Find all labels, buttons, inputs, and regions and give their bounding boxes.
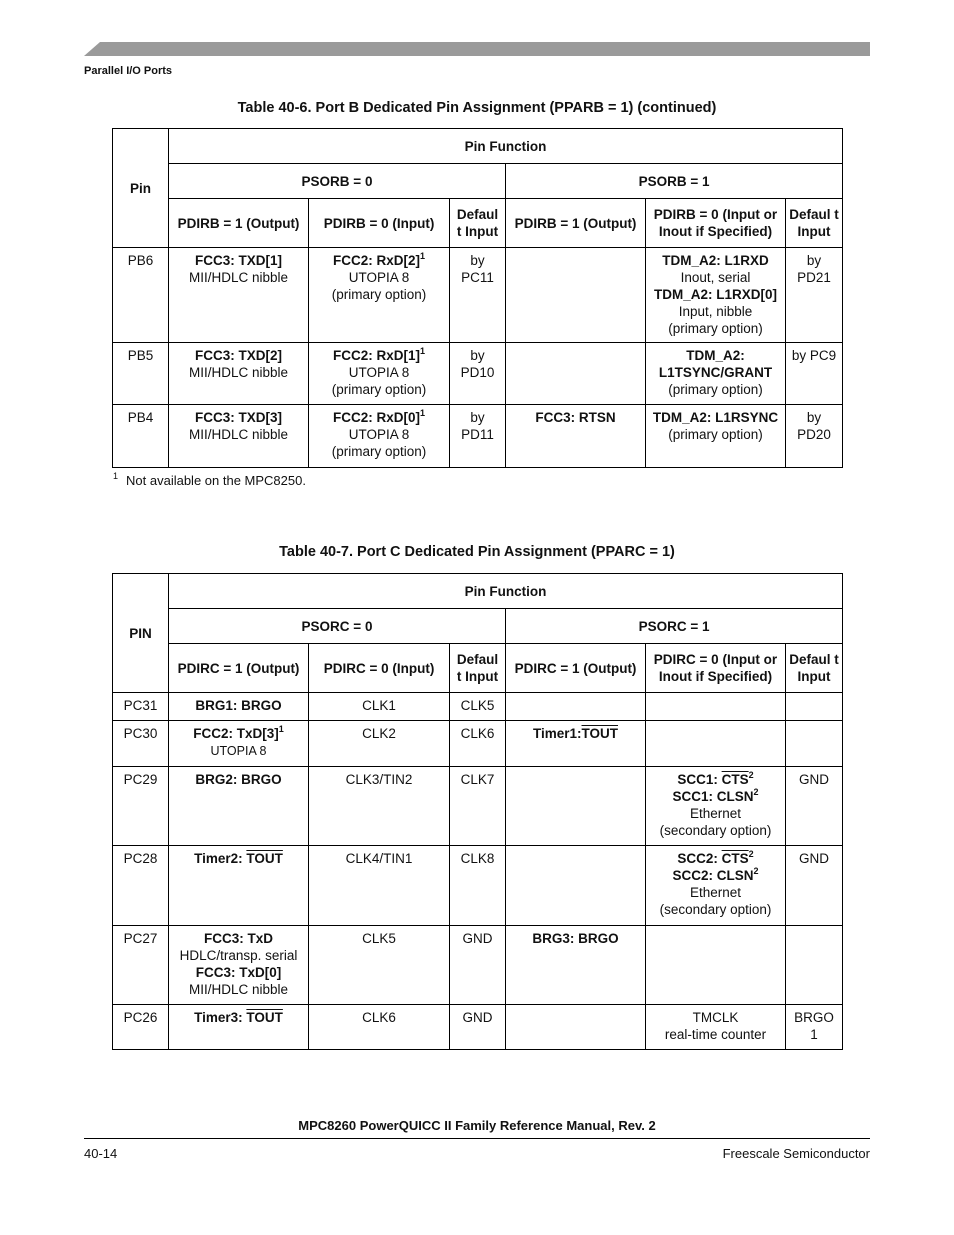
psor0-header: PSORB = 0 (169, 164, 506, 199)
input0-cell: CLK4/TIN1 (309, 846, 450, 926)
pin-cell: PB6 (113, 248, 169, 343)
output0-cell: BRG2: BRGO (169, 767, 309, 846)
output1-cell (506, 1005, 646, 1050)
input1-cell: SCC1: $\overline{CTS}^2$ SCC1: CLSN$^2$ Ethernet (secondary option) (646, 767, 786, 846)
default1-cell (786, 926, 843, 1005)
pin-cell: PC28 (113, 846, 169, 926)
default1-cell: by PC9 (786, 343, 843, 405)
default0-cell: CLK8 (450, 846, 506, 926)
input0-cell: FCC2: $RxD[0]^1$ UTOPIA 8 (primary option) (309, 405, 450, 468)
default1-cell: BRGO 1 (786, 1005, 843, 1050)
section-title: Parallel I/O Ports (84, 65, 173, 77)
default0-cell: GND (450, 926, 506, 1005)
psor0-header: PSORC = 0 (169, 609, 506, 644)
table-row (113, 248, 843, 343)
default0-cell: CLK5 (450, 693, 506, 721)
output1-cell: FCC3: RTSN (506, 405, 646, 468)
default-input1-header: Defaul t Input (786, 199, 843, 248)
input1-cell (646, 926, 786, 1005)
pin-cell: PC29 (113, 767, 169, 846)
table-b-caption: Table 40-6. Port B Dedicated Pin Assignment (PPARB = 1) (continued) (237, 100, 717, 116)
table-row (113, 846, 843, 926)
input0-cell: FCC2: $RxD[1]^1$ UTOPIA 8 (primary option) (309, 343, 450, 405)
col-pin-header: Pin (113, 129, 169, 248)
pdir-in1-header: PDIRB = 0 (Input or Inout if Specified) (646, 199, 786, 248)
output1-cell (506, 846, 646, 926)
table-row (113, 343, 843, 405)
output1-cell (506, 693, 646, 721)
pdir-in0-header: PDIRC = 0 (Input) (309, 644, 450, 693)
default0-cell: by PD10 (450, 343, 506, 405)
page-number: 40-14 (84, 1146, 118, 1161)
footnote: $^1$ Not available on the MPC8250. (113, 471, 306, 488)
table-row (113, 926, 843, 1005)
input1-cell (646, 693, 786, 721)
input1-cell: TDM_A2: L1RXD Inout, serial TDM_A2: L1RXD[0] Input, nibble (primary option) (646, 248, 786, 343)
output1-cell: Timer1:TOUT (506, 721, 646, 767)
table-row (113, 405, 843, 468)
output0-cell: FCC3: TxD HDLC/transp. serial FCC3: TxD[0] MII/HDLC nibble (169, 926, 309, 1005)
default0-cell: CLK6 (450, 721, 506, 767)
table-c-caption: Table 40-7. Port C Dedicated Pin Assignment (PPARC = 1) (279, 544, 675, 560)
output0-cell: Timer3: TOUT (169, 1005, 309, 1050)
output1-cell (506, 248, 646, 343)
pin-function-header: Pin Function (169, 574, 843, 609)
pdir-in0-header: PDIRB = 0 (Input) (309, 199, 450, 248)
input0-cell: CLK1 (309, 693, 450, 721)
input0-cell: CLK2 (309, 721, 450, 767)
pdir-out1-header: PDIRB = 1 (Output) (506, 199, 646, 248)
default1-cell: GND (786, 767, 843, 846)
input0-cell: CLK5 (309, 926, 450, 1005)
input1-cell: SCC2: $\overline{CTS}^2$ SCC2: CLSN$^2$ Ethernet (secondary option) (646, 846, 786, 926)
table-row (113, 693, 843, 721)
output0-cell: FCC2: $TxD[3]^1$ UTOPIA 8 (169, 721, 309, 767)
input1-cell: TDM_A2: L1TSYNC/GRANT (primary option) (646, 343, 786, 405)
default0-cell: by PC11 (450, 248, 506, 343)
input0-cell: CLK6 (309, 1005, 450, 1050)
psor1-header: PSORC = 1 (506, 609, 843, 644)
default1-cell: by PD20 (786, 405, 843, 468)
default-input1-header: Defaul t Input (786, 644, 843, 693)
input0-cell: FCC2: $RxD[2]^1$ UTOPIA 8 (primary option) (309, 248, 450, 343)
input1-cell (646, 721, 786, 767)
table-row (113, 721, 843, 767)
header-bar (84, 42, 870, 56)
pin-cell: PC26 (113, 1005, 169, 1050)
input1-cell: TDM_A2: L1RSYNC (primary option) (646, 405, 786, 468)
pin-cell: PC31 (113, 693, 169, 721)
company-name: Freescale Semiconductor (722, 1146, 870, 1161)
default1-cell (786, 693, 843, 721)
pin-cell: PC27 (113, 926, 169, 1005)
pdir-in1-header: PDIRC = 0 (Input or Inout if Specified) (646, 644, 786, 693)
default1-cell: by PD21 (786, 248, 843, 343)
input1-cell: TMCLK real-time counter (646, 1005, 786, 1050)
default1-cell: GND (786, 846, 843, 926)
output0-cell: FCC3: TXD[3] MII/HDLC nibble (169, 405, 309, 468)
table-row (113, 1005, 843, 1050)
table-c (112, 573, 843, 1050)
footer-divider (84, 1138, 870, 1139)
output1-cell: BRG3: BRGO (506, 926, 646, 1005)
pdir-out0-header: PDIRB = 1 (Output) (169, 199, 309, 248)
pin-cell: PB5 (113, 343, 169, 405)
default0-cell: GND (450, 1005, 506, 1050)
footer-title: MPC8260 PowerQUICC II Family Reference Manual, Rev. 2 (298, 1118, 656, 1133)
pdir-out1-header: PDIRC = 1 (Output) (506, 644, 646, 693)
output0-cell: FCC3: TXD[1] MII/HDLC nibble (169, 248, 309, 343)
pdir-out0-header: PDIRC = 1 (Output) (169, 644, 309, 693)
pin-cell: PB4 (113, 405, 169, 468)
default0-cell: by PD11 (450, 405, 506, 468)
default-input0-header: Defaul t Input (450, 199, 506, 248)
pin-cell: PC30 (113, 721, 169, 767)
col-pin-header: PIN (113, 574, 169, 693)
output0-cell: BRG1: BRGO (169, 693, 309, 721)
output0-cell: FCC3: TXD[2] MII/HDLC nibble (169, 343, 309, 405)
output0-cell: Timer2: TOUT (169, 846, 309, 926)
default-input0-header: Defaul t Input (450, 644, 506, 693)
default0-cell: CLK7 (450, 767, 506, 846)
table-row (113, 767, 843, 846)
output1-cell (506, 767, 646, 846)
psor1-header: PSORB = 1 (506, 164, 843, 199)
output1-cell (506, 343, 646, 405)
default1-cell (786, 721, 843, 767)
pin-function-header: Pin Function (169, 129, 843, 164)
input0-cell: CLK3/TIN2 (309, 767, 450, 846)
table-b (112, 128, 843, 468)
